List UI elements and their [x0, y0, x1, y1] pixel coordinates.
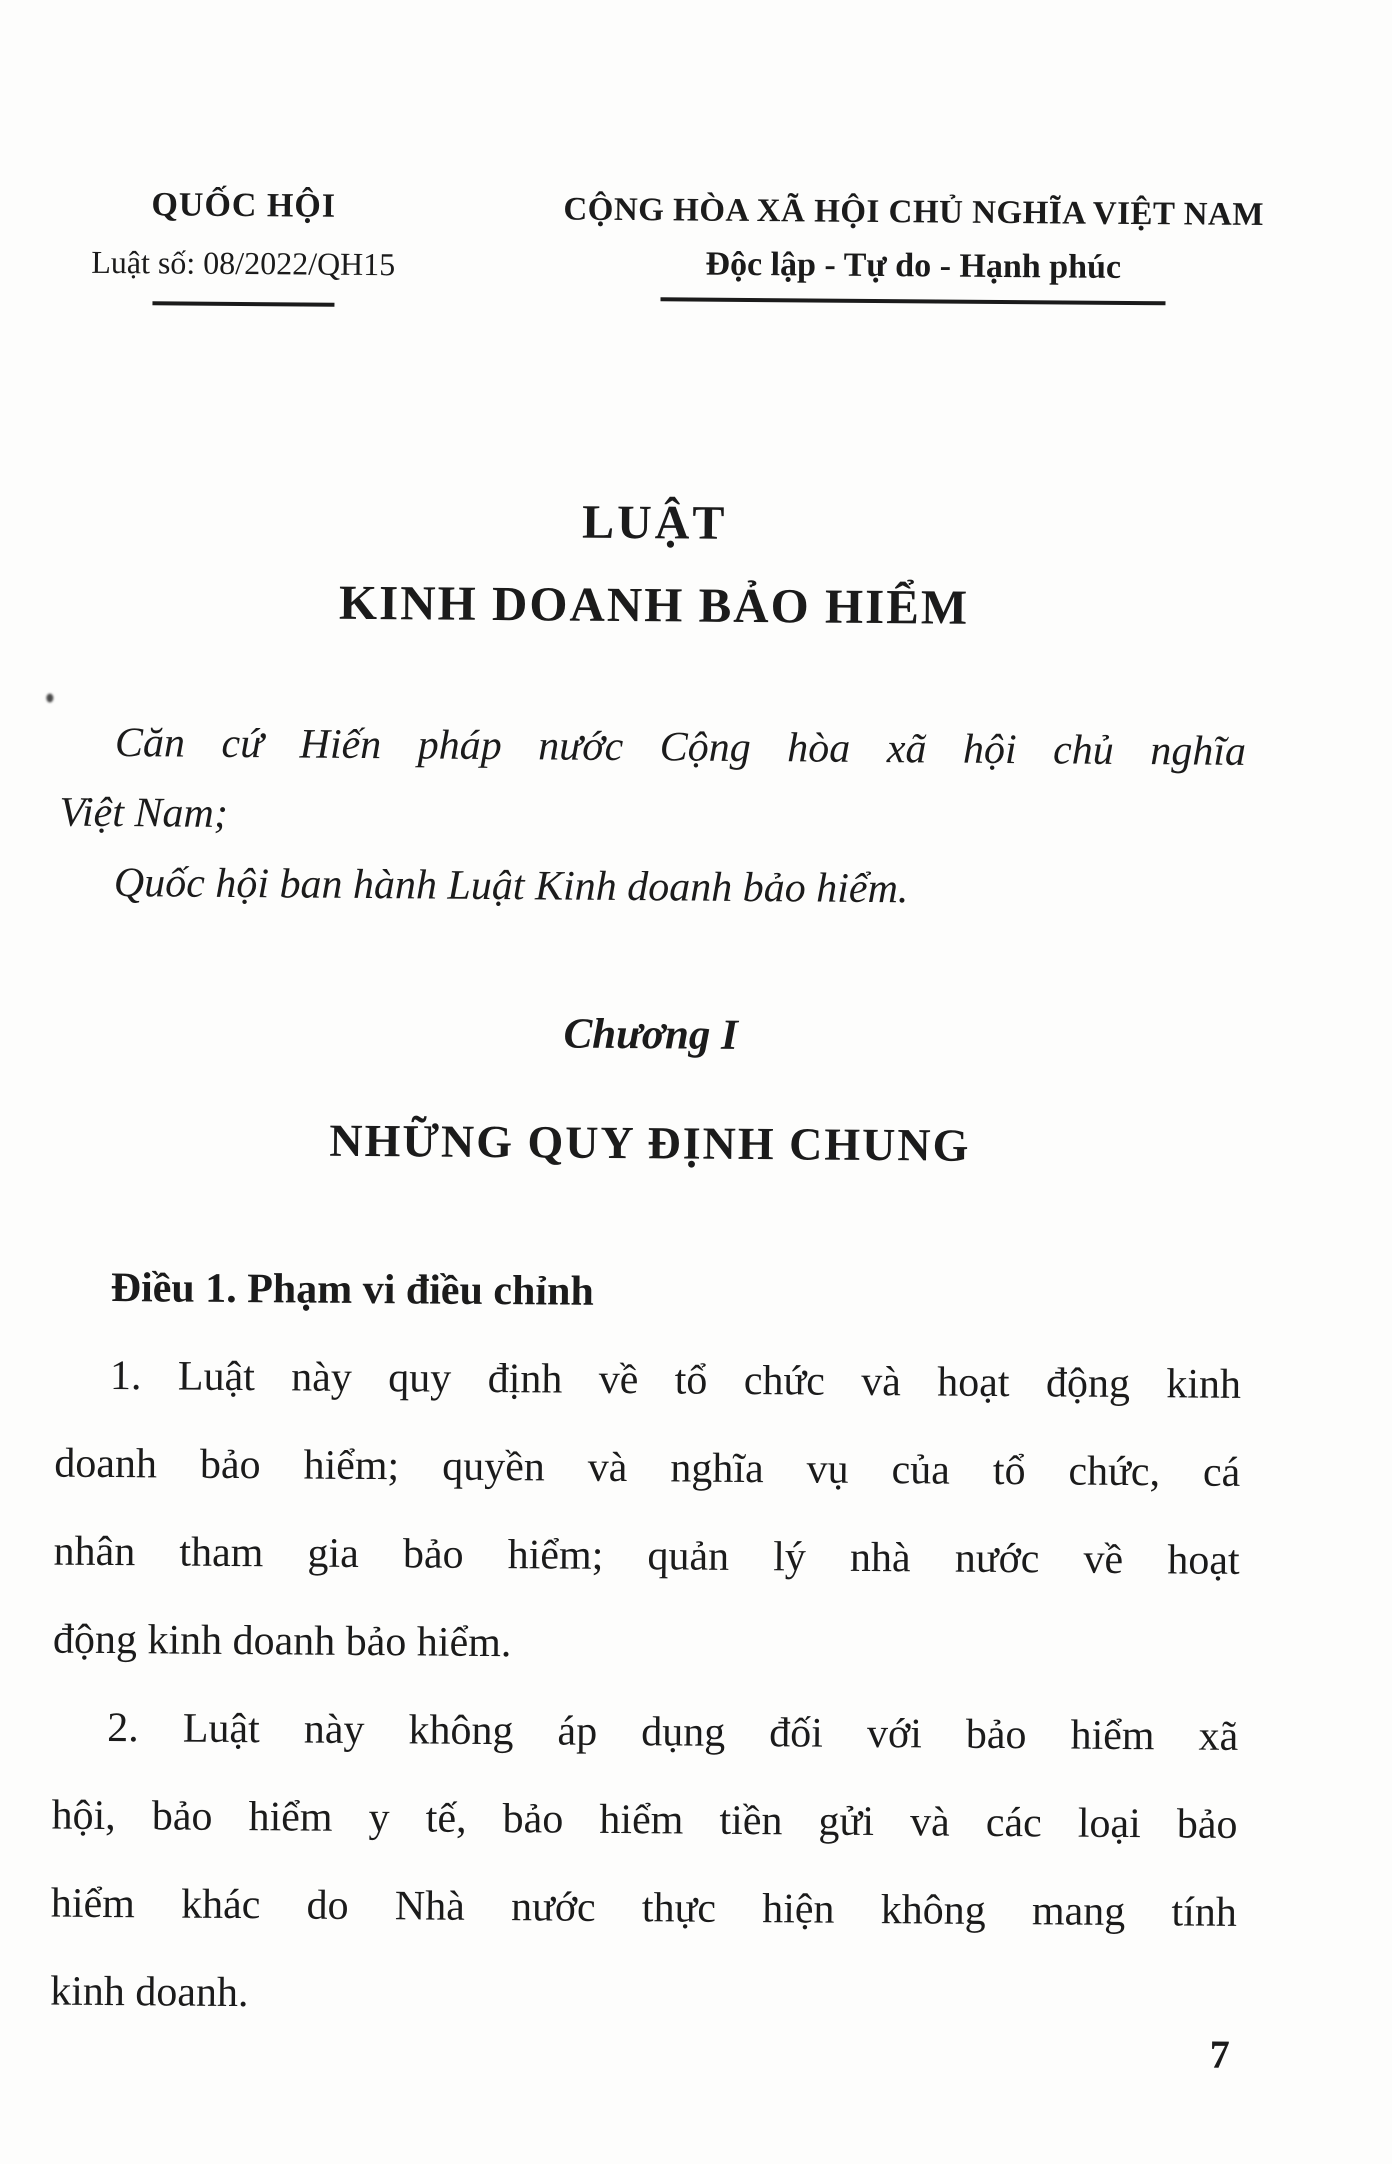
clause-line: 2. Luật này không áp dụng đối với bảo hiểm xã: [107, 1704, 1239, 1760]
clause-line: hội, bảo hiểm y tế, bảo hiểm tiền gửi và các loại bảo: [51, 1792, 1238, 1848]
article-1-clause-1: [53, 1332, 1242, 1693]
clause-line: 1. Luật này quy định về tổ chức và hoạt động kinh: [109, 1353, 1242, 1408]
preamble-line: Việt Nam;: [59, 789, 228, 837]
law-number: Luật số: 08/2022/QH15: [91, 243, 396, 283]
law-title-kind: LUẬT: [581, 495, 728, 550]
law-title-block: [61, 491, 1248, 638]
preamble: [59, 708, 1247, 927]
chapter-title: NHỮNG QUY ĐỊNH CHUNG: [329, 1114, 971, 1171]
article-1-clause-2: [50, 1684, 1239, 2045]
clause-line: hiểm khác do Nhà nước thực hiện không mang tính: [50, 1880, 1238, 1936]
article-1-heading: Điều 1. Phạm vi điều chỉnh: [110, 1265, 594, 1315]
national-motto: Độc lập - Tự do - Hạnh phúc: [705, 245, 1122, 286]
scan-speck: [46, 693, 53, 702]
issuing-authority-block: [60, 186, 426, 308]
clause-line: động kinh doanh bảo hiểm.: [52, 1616, 512, 1667]
issuing-authority: QUỐC HỘI: [151, 186, 337, 225]
clause-line: doanh bảo hiểm; quyền và nghĩa vụ của tổ chức, cá: [54, 1440, 1241, 1496]
law-title-subject: KINH DOANH BẢO HIỂM: [338, 574, 970, 635]
country-name: CỘNG HÒA XÃ HỘI CHỦ NGHĨA VIỆT NAM: [563, 191, 1265, 234]
clause-line: kinh doanh.: [50, 1968, 249, 2017]
chapter-label: Chương I: [563, 1010, 739, 1059]
enactment-line: Quốc hội ban hành Luật Kinh doanh bảo hiểm.: [113, 860, 909, 913]
preamble-line: Căn cứ Hiến pháp nước Cộng hòa xã hội chủ nghĩa: [114, 720, 1247, 775]
document-masthead: [8, 0, 1392, 286]
page-number: 7: [1209, 2031, 1230, 2077]
header-right-rule: [660, 297, 1165, 305]
national-header-block: [540, 191, 1286, 306]
clause-line: nhân tham gia bảo hiểm; quản lý nhà nước về hoạt: [53, 1528, 1240, 1584]
header-left-rule: [152, 301, 334, 306]
